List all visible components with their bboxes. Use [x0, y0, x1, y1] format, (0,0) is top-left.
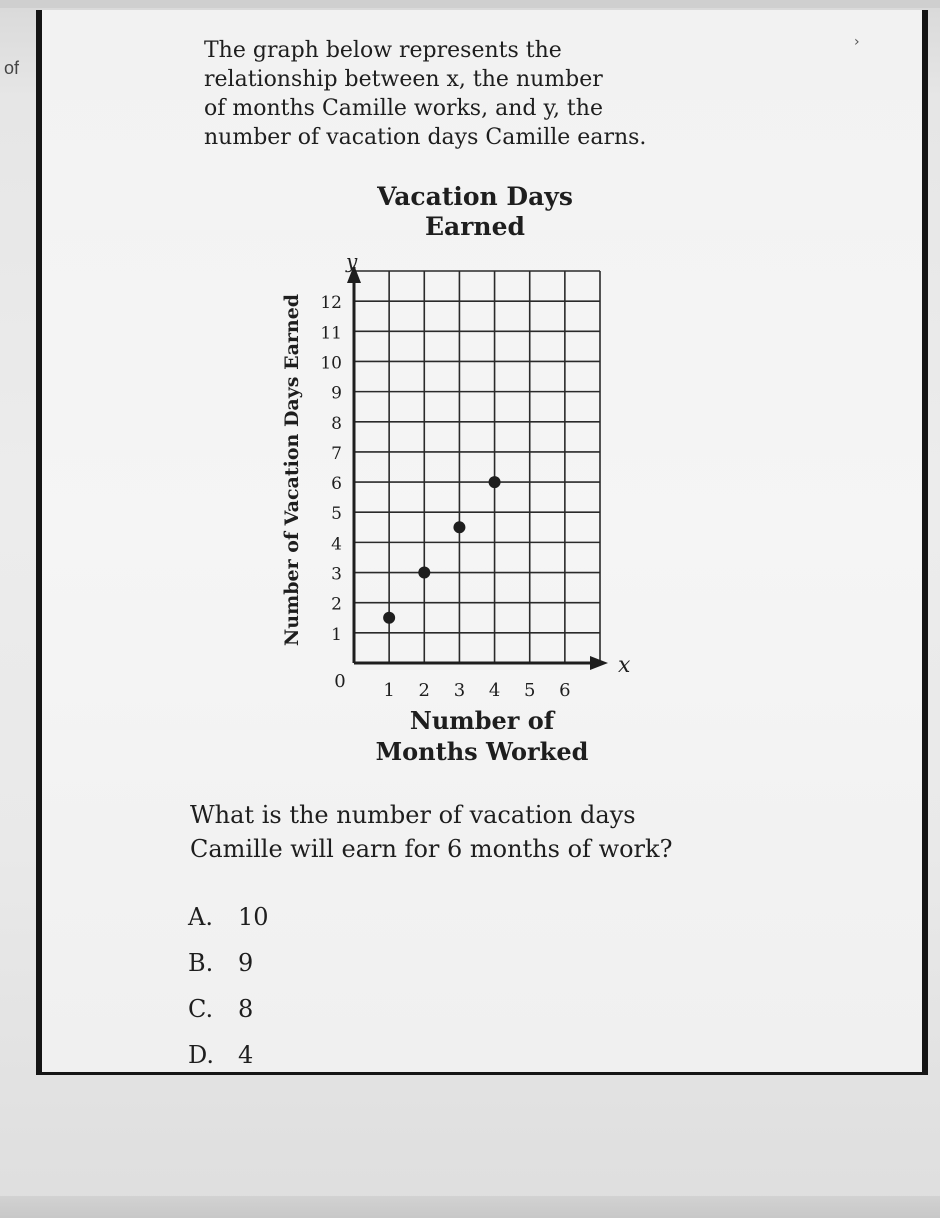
intro-line: of months Camille works, and y, the — [204, 96, 603, 121]
x-axis-label: Number of — [409, 706, 555, 735]
data-point — [418, 567, 430, 579]
data-point — [453, 521, 465, 533]
x-tick-label: 2 — [418, 680, 431, 701]
y-tick-label: 2 — [331, 594, 342, 615]
choice-value: 9 — [238, 949, 254, 977]
origin-label: 0 — [334, 671, 346, 692]
choice-value: 4 — [238, 1041, 254, 1069]
x-tick-label: 6 — [559, 680, 571, 701]
choice-b[interactable] — [188, 940, 269, 986]
y-tick-label: 10 — [320, 353, 342, 374]
page-edge — [0, 1196, 940, 1218]
chart-title-line: Vacation Days — [377, 182, 573, 211]
choice-letter: A. — [188, 903, 213, 931]
x-tick-label: 5 — [523, 680, 536, 701]
x-axis-letter: x — [618, 653, 631, 678]
x-tick-label: 1 — [383, 680, 395, 701]
y-tick-label: 4 — [331, 534, 342, 555]
choice-c[interactable] — [188, 986, 269, 1032]
x-axis-arrow — [590, 656, 608, 670]
y-tick-label: 7 — [331, 443, 342, 464]
choice-letter: B. — [188, 949, 214, 977]
y-axis-letter: y — [346, 249, 358, 273]
choice-value: 8 — [238, 995, 254, 1023]
data-point — [383, 612, 395, 624]
y-tick-label: 11 — [320, 323, 342, 344]
choice-a[interactable] — [188, 894, 269, 940]
data-point — [489, 476, 501, 488]
choice-d[interactable] — [188, 1032, 269, 1078]
y-tick-label: 3 — [331, 564, 342, 585]
y-tick-label: 9 — [331, 383, 342, 404]
corner-mark: › — [854, 34, 860, 50]
intro-line: The graph below represents the — [204, 38, 562, 63]
intro-line: number of vacation days Camille earns. — [204, 125, 647, 150]
y-tick-label: 8 — [331, 413, 342, 434]
choice-value: 10 — [238, 903, 269, 931]
y-tick-label: 12 — [320, 293, 342, 314]
y-tick-label: 5 — [331, 504, 342, 525]
side-label: of — [4, 58, 20, 78]
choice-letter: C. — [188, 995, 214, 1023]
x-tick-label: 3 — [453, 680, 466, 701]
question-text — [190, 798, 790, 866]
x-tick-label: 4 — [488, 680, 501, 701]
answer-choices — [188, 894, 269, 1078]
y-tick-label: 6 — [331, 474, 342, 495]
y-axis-label: Number of Vacation Days Earned — [281, 293, 303, 647]
question-line: What is the number of vacation days — [190, 801, 636, 829]
choice-letter: D. — [188, 1041, 215, 1069]
question-line: Camille will earn for 6 months of work? — [190, 835, 673, 863]
intro-line: relationship between x, the number — [204, 67, 603, 92]
x-axis-label: Months Worked — [375, 737, 589, 766]
chart-title-line: Earned — [425, 212, 525, 241]
y-tick-label: 1 — [331, 624, 342, 645]
